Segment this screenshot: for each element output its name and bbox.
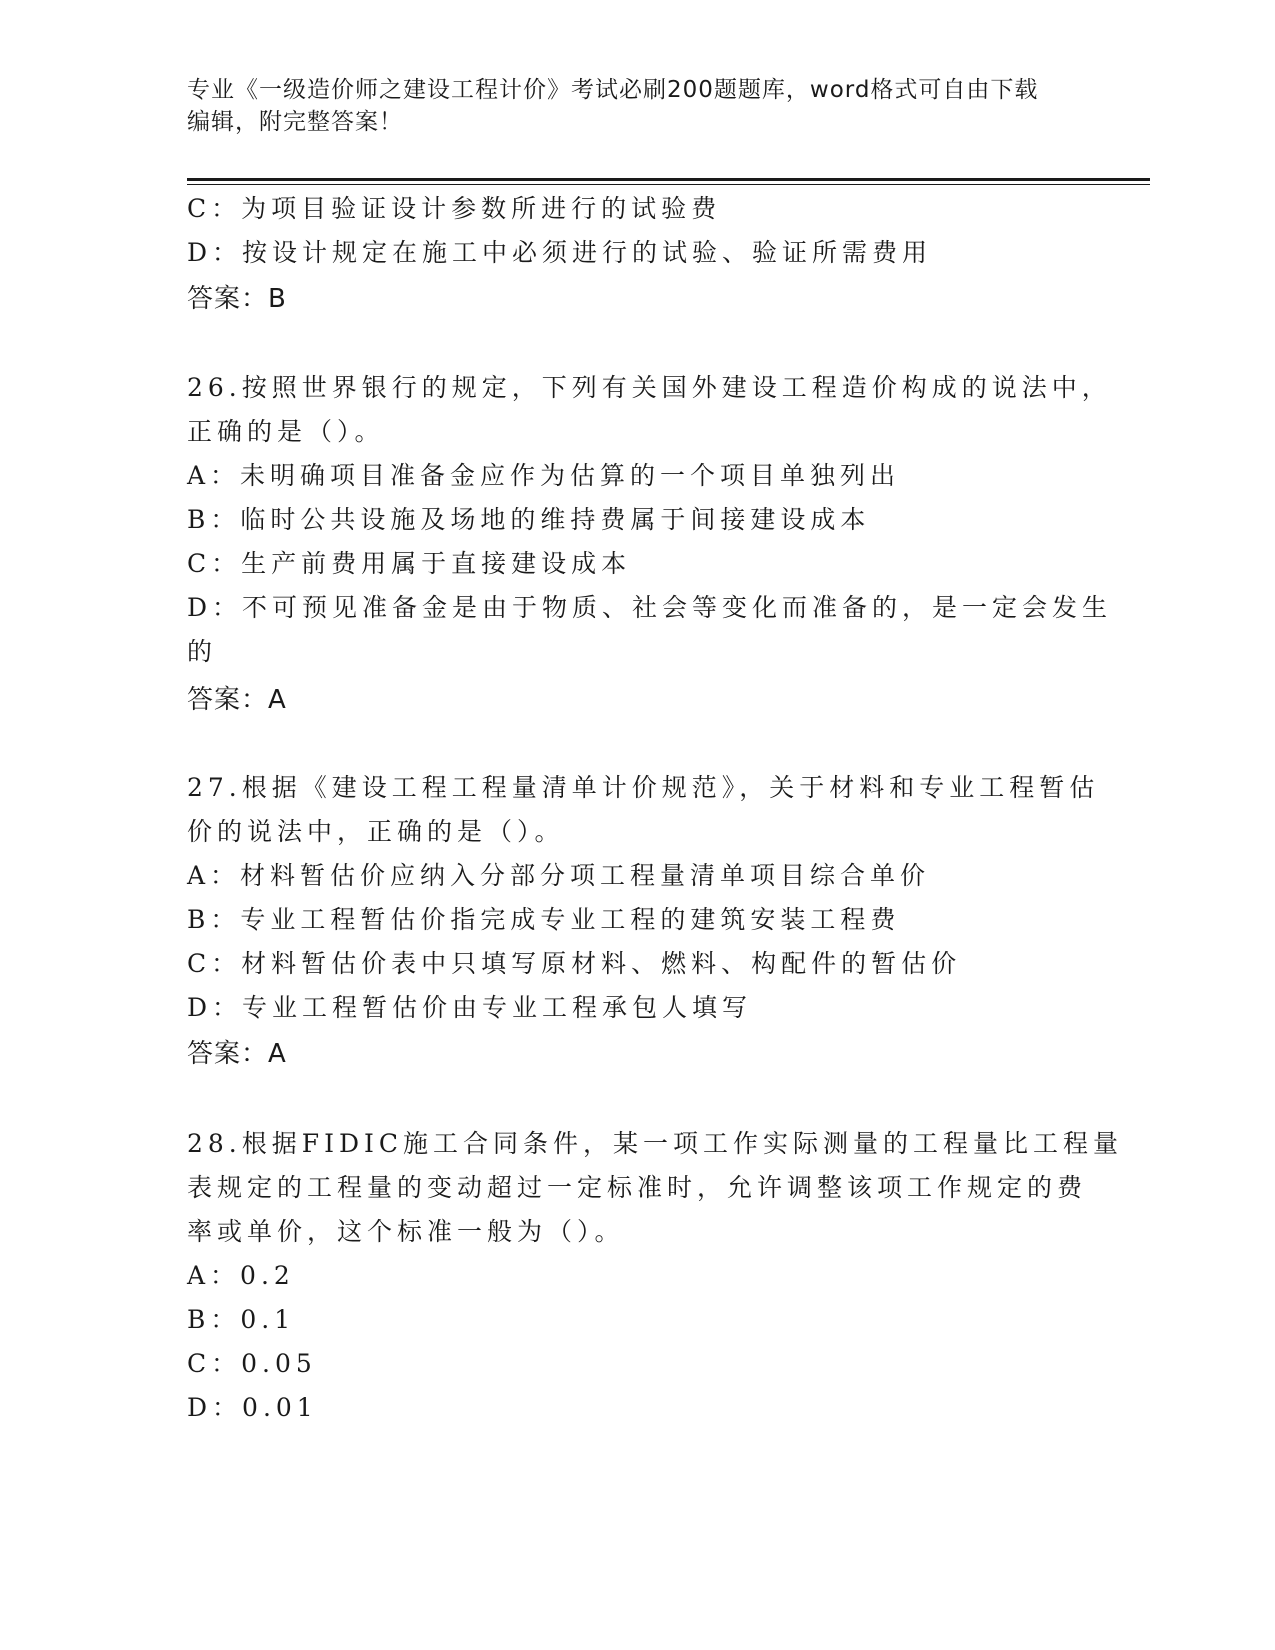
q28-stem-line-3: 率或单价，这个标准一般为（）。 xyxy=(187,1217,625,1246)
q26-option-c: C：生产前费用属于直接建设成本 xyxy=(187,549,632,578)
q26-stem-line-1: 26.按照世界银行的规定，下列有关国外建设工程造价构成的说法中， xyxy=(187,373,1112,402)
q26-option-d-line-1: D：不可预见准备金是由于物质、社会等变化而准备的，是一定会发生 xyxy=(187,593,1113,622)
q27-option-d: D：专业工程暂估价由专业工程承包人填写 xyxy=(187,993,753,1022)
header-divider-thin xyxy=(187,184,1150,185)
q28-stem-line-2: 表规定的工程量的变动超过一定标准时，允许调整该项工作规定的费 xyxy=(187,1173,1088,1202)
q26-answer: 答案：A xyxy=(187,685,287,715)
q28-option-c: C：0.05 xyxy=(187,1349,317,1378)
q26-stem-line-2: 正确的是（）。 xyxy=(187,417,385,446)
q27-stem-line-2: 价的说法中，正确的是（）。 xyxy=(187,817,565,846)
q27-option-b: B：专业工程暂估价指完成专业工程的建筑安装工程费 xyxy=(187,905,901,934)
q26-option-d-line-2: 的 xyxy=(187,637,218,666)
q27-stem-line-1: 27.根据《建设工程工程量清单计价规范》，关于材料和专业工程暂估 xyxy=(187,773,1100,802)
page-header xyxy=(187,74,1067,138)
prev-option-c: C：为项目验证设计参数所进行的试验费 xyxy=(187,194,722,223)
q26-option-b: B：临时公共设施及场地的维持费属于间接建设成本 xyxy=(187,505,871,534)
q28-option-b: B：0.1 xyxy=(187,1305,296,1334)
q28-option-d: D：0.01 xyxy=(187,1393,318,1422)
header-divider-thick xyxy=(187,178,1150,181)
q27-answer: 答案：A xyxy=(187,1039,287,1069)
q26-option-a: A：未明确项目准备金应作为估算的一个项目单独列出 xyxy=(187,461,901,490)
prev-answer: 答案：B xyxy=(187,284,287,314)
prev-option-d: D：按设计规定在施工中必须进行的试验、验证所需费用 xyxy=(187,238,933,267)
header-line-1: 专业《一级造价师之建设工程计价》考试必刷200题题库，word格式可自由下载 xyxy=(187,77,1039,103)
q27-option-a: A：材料暂估价应纳入分部分项工程量清单项目综合单价 xyxy=(187,861,931,890)
q27-option-c: C：材料暂估价表中只填写原材料、燃料、构配件的暂估价 xyxy=(187,949,962,978)
header-line-2: 编辑，附完整答案！ xyxy=(187,109,403,135)
q28-option-a: A：0.2 xyxy=(187,1261,295,1290)
q28-stem-line-1: 28.根据FIDIC施工合同条件，某一项工作实际测量的工程量比工程量 xyxy=(187,1129,1124,1158)
